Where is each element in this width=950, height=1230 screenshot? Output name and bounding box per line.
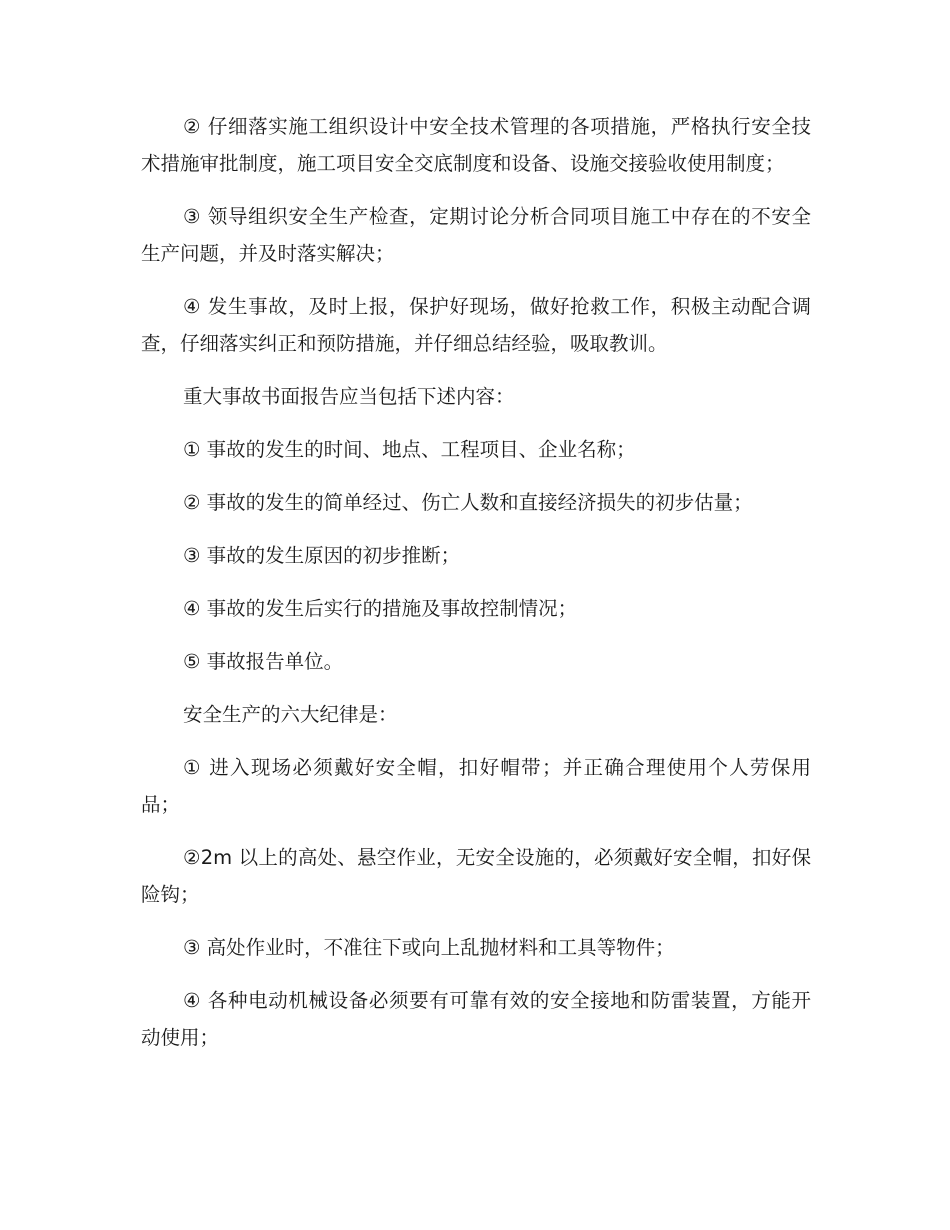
paragraph-measures: ② 仔细落实施工组织设计中安全技术管理的各项措施，严格执行安全技术措施审批制度，施工项目安全交底制度和设备、设施交接验收使用制度； — [141, 115, 811, 175]
document-body — [141, 108, 811, 1072]
paragraph-report-item-1: ① 事故的发生的时间、地点、工程项目、企业名称； — [183, 438, 636, 461]
paragraph-report-item-5: ⑤ 事故报告单位。 — [183, 650, 344, 673]
paragraph-discipline-item-1: ① 进入现场必须戴好安全帽，扣好帽带；并正确合理使用个人劳保用品； — [141, 756, 811, 816]
paragraph-discipline-item-2: ②2m 以上的高处、悬空作业，无安全设施的，必须戴好安全帽，扣好保险钩； — [141, 846, 811, 906]
paragraph-inspection: ③ 领导组织安全生产检查，定期讨论分析合同项目施工中存在的不安全生产问题，并及时落实解决； — [141, 205, 811, 265]
paragraph-report-item-3: ③ 事故的发生原因的初步推断； — [183, 544, 461, 567]
paragraph-report-item-4: ④ 事故的发生后实行的措施及事故控制情况； — [183, 597, 578, 620]
paragraph-discipline-item-3: ③ 高处作业时，不准往下或向上乱抛材料和工具等物件； — [183, 936, 675, 959]
paragraph-discipline-item-4: ④ 各种电动机械设备必须要有可靠有效的安全接地和防雷装置，方能开动使用； — [141, 989, 811, 1049]
paragraph-report-item-2: ② 事故的发生的简单经过、伤亡人数和直接经济损失的初步估量； — [183, 491, 753, 514]
paragraph-discipline-heading: 安全生产的六大纪律是： — [183, 703, 398, 726]
paragraph-accident-response: ④ 发生事故，及时上报，保护好现场，做好抢救工作，积极主动配合调查，仔细落实纠正和预防措施，并仔细总结经验，吸取教训。 — [141, 295, 811, 355]
paragraph-report-heading: 重大事故书面报告应当包括下述内容： — [183, 385, 515, 408]
